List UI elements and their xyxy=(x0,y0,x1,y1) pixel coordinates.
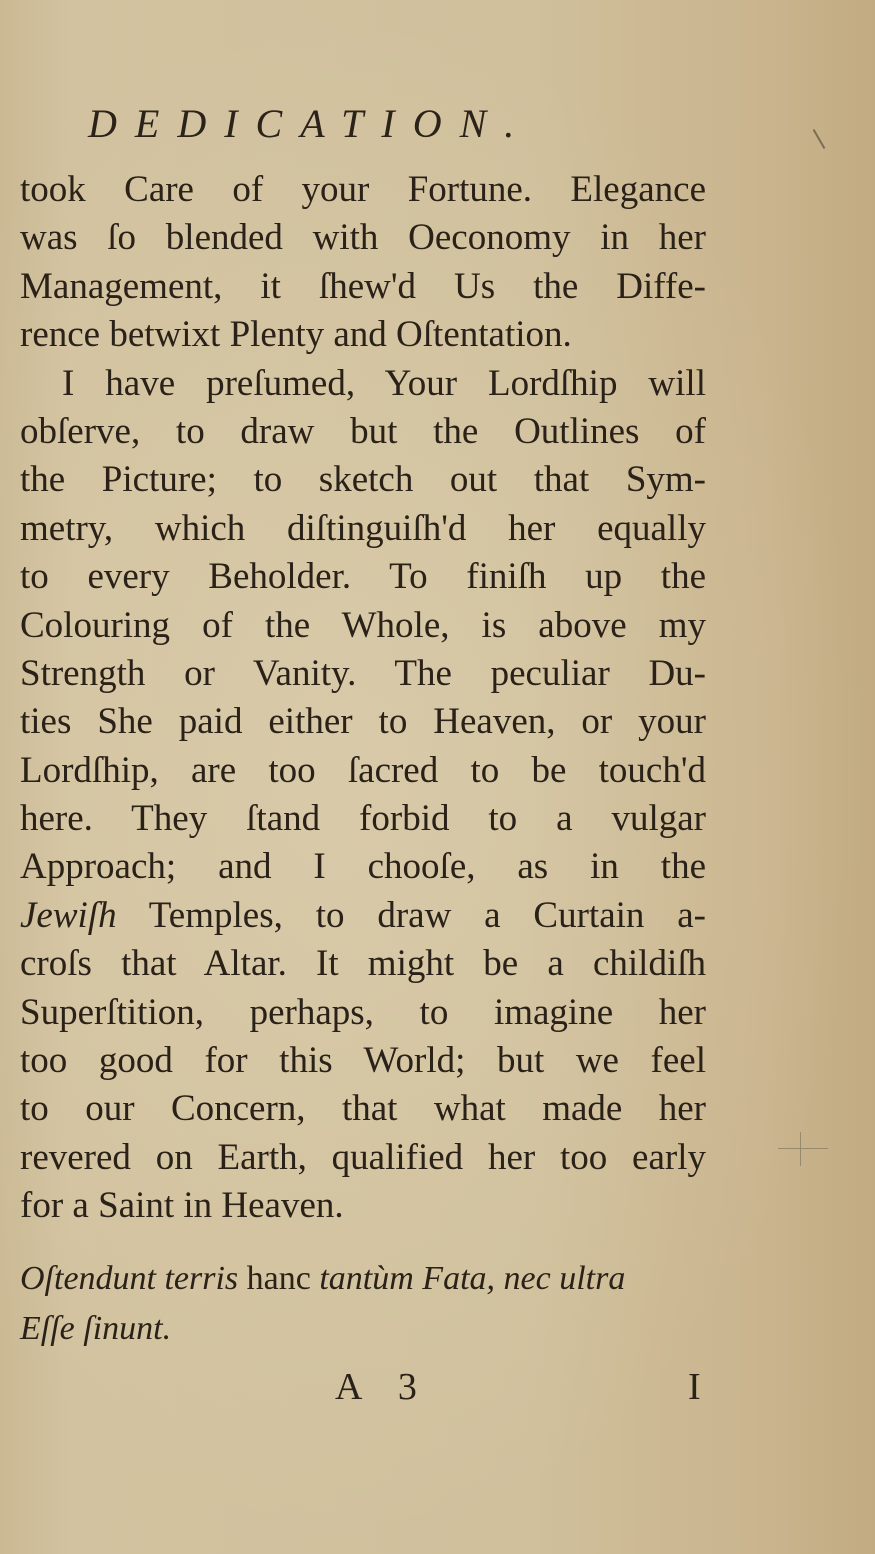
text-line: was ſo blended with Oeconomy in her xyxy=(20,217,706,259)
text-line: croſs that Altar. It might be a childiſh xyxy=(20,943,706,985)
text-line: Approach; and I chooſe, as in the xyxy=(20,846,706,888)
text-line: metry, which diſtinguiſh'd her equally xyxy=(20,507,706,549)
text-line: Lordſhip, are too ſacred to be touch'd xyxy=(20,749,706,791)
text-line: to our Concern, that what made her xyxy=(20,1088,706,1130)
text-line: Colouring of the Whole, is above my xyxy=(20,604,706,646)
text-line: rence betwixt Plenty and Oſtentation. xyxy=(20,314,572,356)
text-line: took Care of your Fortune. Elegance xyxy=(20,169,706,210)
text-line: revered on Earth, qualified her too early xyxy=(20,1136,706,1178)
text-line: too good for this World; but we feel xyxy=(20,1040,706,1082)
text-line: Strength or Vanity. The peculiar Du- xyxy=(20,652,706,694)
text-line: for a Saint in Heaven. xyxy=(20,1185,344,1227)
quote-line-2: Eſſe ſinunt. xyxy=(20,1310,172,1347)
text-line: obſerve, to draw but the Outlines of xyxy=(20,410,706,452)
quote-line-1: Oſtendunt terris hanc tantùm Fata, nec ultra xyxy=(20,1260,626,1297)
text-line: Superſtition, perhaps, to imagine her xyxy=(20,991,706,1033)
dedication-body xyxy=(20,166,706,1231)
text-line: the Picture; to sketch out that Sym- xyxy=(20,459,706,501)
text-line: Management, it ſhew'd Us the Diffe- xyxy=(20,265,706,307)
text-fragment: Temples, to draw a Curtain a- xyxy=(148,894,706,936)
text-line: ties She paid either to Heaven, or your xyxy=(20,701,706,743)
margin-mark-icon xyxy=(813,129,826,149)
text-line: to every Beholder. To finiſh up the xyxy=(20,556,706,598)
text-line-with-italic xyxy=(20,892,706,940)
italic-word: Jewiſh xyxy=(20,894,117,936)
margin-cross-mark-icon xyxy=(778,1148,828,1149)
running-header: DEDICATION. xyxy=(88,101,533,146)
text-line-paragraph-start: I have preſumed, Your Lordſhip will xyxy=(62,362,706,404)
signature-mark: A 3 xyxy=(335,1366,431,1408)
latin-quotation xyxy=(20,1254,710,1354)
text-line: here. They ſtand forbid to a vulgar xyxy=(20,798,706,840)
catchword: I xyxy=(688,1366,701,1408)
